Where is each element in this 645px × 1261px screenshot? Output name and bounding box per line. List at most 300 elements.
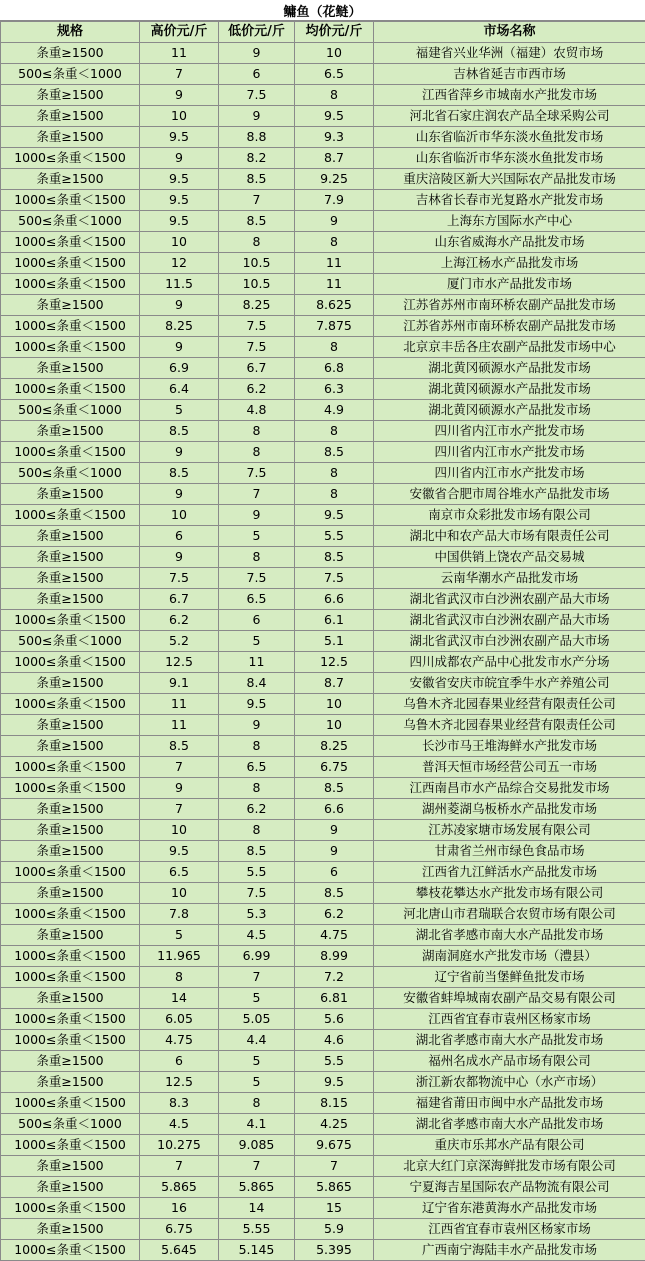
cell-high-price: 8.3: [140, 1093, 219, 1114]
cell-spec: 500≤条重＜1000: [1, 1114, 140, 1135]
cell-avg-price: 4.25: [295, 1114, 374, 1135]
cell-high-price: 6.9: [140, 358, 219, 379]
cell-market: 吉林省延吉市西市场: [374, 64, 645, 85]
cell-market: 长沙市马王堆海鲜水产批发市场: [374, 736, 645, 757]
cell-spec: 条重≥1500: [1, 43, 140, 64]
cell-spec: 条重≥1500: [1, 715, 140, 736]
cell-spec: 条重≥1500: [1, 568, 140, 589]
sheet-title: 鳙鱼（花鲢）: [0, 0, 645, 21]
cell-high-price: 6.4: [140, 379, 219, 400]
cell-market: 湖北省孝感市南大水产品批发市场: [374, 1114, 645, 1135]
table-row: [1, 127, 645, 148]
cell-high-price: 9.1: [140, 673, 219, 694]
cell-avg-price: 5.9: [295, 1219, 374, 1240]
cell-avg-price: 8.15: [295, 1093, 374, 1114]
cell-low-price: 4.4: [219, 1030, 295, 1051]
cell-spec: 条重≥1500: [1, 295, 140, 316]
cell-low-price: 10.5: [219, 274, 295, 295]
table-row: [1, 358, 645, 379]
table-row: [1, 715, 645, 736]
cell-spec: 条重≥1500: [1, 547, 140, 568]
cell-low-price: 7.5: [219, 337, 295, 358]
cell-spec: 500≤条重＜1000: [1, 631, 140, 652]
cell-market: 湖州菱湖乌板桥水产品批发市场: [374, 799, 645, 820]
cell-low-price: 6: [219, 610, 295, 631]
table-row: [1, 883, 645, 904]
cell-high-price: 11: [140, 43, 219, 64]
cell-high-price: 9: [140, 295, 219, 316]
cell-high-price: 10.275: [140, 1135, 219, 1156]
cell-high-price: 10: [140, 106, 219, 127]
cell-low-price: 10.5: [219, 253, 295, 274]
cell-low-price: 8: [219, 778, 295, 799]
cell-high-price: 8.25: [140, 316, 219, 337]
table-row: [1, 316, 645, 337]
table-row: [1, 148, 645, 169]
cell-avg-price: 10: [295, 694, 374, 715]
table-row: [1, 379, 645, 400]
cell-spec: 条重≥1500: [1, 106, 140, 127]
table-row: [1, 631, 645, 652]
cell-market: 上海东方国际水产中心: [374, 211, 645, 232]
cell-market: 湖南洞庭水产批发市场（澧县）: [374, 946, 645, 967]
table-row: [1, 337, 645, 358]
cell-market: 上海江杨水产品批发市场: [374, 253, 645, 274]
cell-market: 吉林省长春市光复路水产批发市场: [374, 190, 645, 211]
cell-market: 安徽省蚌埠城南农副产品交易有限公司: [374, 988, 645, 1009]
cell-spec: 500≤条重＜1000: [1, 463, 140, 484]
table-row: [1, 442, 645, 463]
col-header-market: 市场名称: [374, 22, 645, 43]
cell-avg-price: 8: [295, 232, 374, 253]
table-row: [1, 526, 645, 547]
cell-high-price: 10: [140, 883, 219, 904]
cell-low-price: 7.5: [219, 85, 295, 106]
cell-low-price: 8.4: [219, 673, 295, 694]
cell-spec: 1000≤条重＜1500: [1, 1198, 140, 1219]
cell-high-price: 6: [140, 1051, 219, 1072]
cell-high-price: 6.5: [140, 862, 219, 883]
cell-market: 普洱天恒市场经营公司五一市场: [374, 757, 645, 778]
table-row: [1, 64, 645, 85]
cell-market: 安徽省安庆市皖宜季牛水产养殖公司: [374, 673, 645, 694]
cell-high-price: 7: [140, 1156, 219, 1177]
cell-spec: 500≤条重＜1000: [1, 400, 140, 421]
cell-low-price: 6.5: [219, 589, 295, 610]
cell-avg-price: 6.6: [295, 589, 374, 610]
cell-spec: 1000≤条重＜1500: [1, 1240, 140, 1261]
cell-avg-price: 9.675: [295, 1135, 374, 1156]
table-row: [1, 1114, 645, 1135]
cell-spec: 条重≥1500: [1, 1051, 140, 1072]
cell-market: 南京市众彩批发市场有限公司: [374, 505, 645, 526]
cell-low-price: 5: [219, 988, 295, 1009]
cell-high-price: 6: [140, 526, 219, 547]
cell-market: 山东省临沂市华东淡水鱼批发市场: [374, 127, 645, 148]
table-row: [1, 820, 645, 841]
table-row: [1, 988, 645, 1009]
cell-low-price: 6.99: [219, 946, 295, 967]
cell-high-price: 9.5: [140, 211, 219, 232]
cell-market: 甘肃省兰州市绿色食品市场: [374, 841, 645, 862]
cell-spec: 1000≤条重＜1500: [1, 442, 140, 463]
cell-market: 乌鲁木齐北园春果业经营有限责任公司: [374, 715, 645, 736]
cell-high-price: 8.5: [140, 421, 219, 442]
cell-spec: 1000≤条重＜1500: [1, 253, 140, 274]
table-row: [1, 1093, 645, 1114]
cell-spec: 1000≤条重＜1500: [1, 1135, 140, 1156]
table-row: [1, 1009, 645, 1030]
cell-spec: 条重≥1500: [1, 1156, 140, 1177]
table-row: [1, 421, 645, 442]
cell-market: 湖北黄冈硕源水产品批发市场: [374, 379, 645, 400]
cell-spec: 条重≥1500: [1, 820, 140, 841]
cell-market: 河北唐山市君瑞联合农贸市场有限公司: [374, 904, 645, 925]
cell-spec: 1000≤条重＜1500: [1, 379, 140, 400]
table-row: [1, 841, 645, 862]
table-row: [1, 862, 645, 883]
cell-spec: 条重≥1500: [1, 883, 140, 904]
cell-avg-price: 6.3: [295, 379, 374, 400]
cell-avg-price: 6.6: [295, 799, 374, 820]
cell-low-price: 5.55: [219, 1219, 295, 1240]
cell-high-price: 8.5: [140, 736, 219, 757]
cell-market: 江西省宜春市袁州区杨家市场: [374, 1009, 645, 1030]
cell-spec: 条重≥1500: [1, 841, 140, 862]
cell-low-price: 4.1: [219, 1114, 295, 1135]
cell-avg-price: 10: [295, 715, 374, 736]
cell-low-price: 8: [219, 442, 295, 463]
cell-high-price: 9.5: [140, 841, 219, 862]
cell-avg-price: 9.5: [295, 106, 374, 127]
cell-market: 湖北省武汉市白沙洲农副产品大市场: [374, 631, 645, 652]
cell-low-price: 8.5: [219, 841, 295, 862]
cell-low-price: 7: [219, 190, 295, 211]
cell-avg-price: 5.1: [295, 631, 374, 652]
cell-high-price: 7: [140, 64, 219, 85]
table-row: [1, 1219, 645, 1240]
cell-low-price: 7: [219, 967, 295, 988]
cell-low-price: 8.25: [219, 295, 295, 316]
cell-high-price: 6.2: [140, 610, 219, 631]
table-row: [1, 946, 645, 967]
cell-high-price: 5.865: [140, 1177, 219, 1198]
cell-market: 厦门市水产品批发市场: [374, 274, 645, 295]
cell-spec: 1000≤条重＜1500: [1, 1093, 140, 1114]
cell-spec: 1000≤条重＜1500: [1, 862, 140, 883]
cell-spec: 1000≤条重＜1500: [1, 946, 140, 967]
cell-spec: 条重≥1500: [1, 925, 140, 946]
cell-market: 广西南宁海陆丰水产品批发市场: [374, 1240, 645, 1261]
cell-avg-price: 9: [295, 211, 374, 232]
cell-spec: 条重≥1500: [1, 169, 140, 190]
table-row: [1, 1156, 645, 1177]
cell-low-price: 8: [219, 1093, 295, 1114]
table-row: [1, 547, 645, 568]
cell-market: 北京大红门京深海鲜批发市场有限公司: [374, 1156, 645, 1177]
cell-spec: 条重≥1500: [1, 484, 140, 505]
cell-low-price: 4.8: [219, 400, 295, 421]
cell-avg-price: 8.99: [295, 946, 374, 967]
cell-high-price: 7.8: [140, 904, 219, 925]
cell-spec: 1000≤条重＜1500: [1, 778, 140, 799]
cell-low-price: 5.145: [219, 1240, 295, 1261]
table-row: [1, 1240, 645, 1261]
cell-market: 攀枝花攀达水产批发市场有限公司: [374, 883, 645, 904]
cell-high-price: 5: [140, 925, 219, 946]
cell-low-price: 5: [219, 631, 295, 652]
cell-spec: 条重≥1500: [1, 736, 140, 757]
cell-low-price: 11: [219, 652, 295, 673]
cell-avg-price: 10: [295, 43, 374, 64]
cell-avg-price: 12.5: [295, 652, 374, 673]
cell-market: 江苏凌家塘市场发展有限公司: [374, 820, 645, 841]
cell-avg-price: 9.5: [295, 505, 374, 526]
cell-market: 辽宁省东港黄海水产品批发市场: [374, 1198, 645, 1219]
cell-avg-price: 8: [295, 337, 374, 358]
table-row: [1, 694, 645, 715]
cell-market: 四川成都农产品中心批发市水产分场: [374, 652, 645, 673]
cell-avg-price: 6: [295, 862, 374, 883]
table-row: [1, 673, 645, 694]
cell-spec: 1000≤条重＜1500: [1, 337, 140, 358]
cell-high-price: 7: [140, 799, 219, 820]
cell-low-price: 7: [219, 1156, 295, 1177]
table-row: [1, 568, 645, 589]
cell-low-price: 8.2: [219, 148, 295, 169]
table-row: [1, 652, 645, 673]
cell-spec: 1000≤条重＜1500: [1, 148, 140, 169]
cell-avg-price: 9.5: [295, 1072, 374, 1093]
cell-market: 江西省九江鲜活水产品批发市场: [374, 862, 645, 883]
cell-spec: 条重≥1500: [1, 421, 140, 442]
cell-high-price: 10: [140, 232, 219, 253]
cell-high-price: 16: [140, 1198, 219, 1219]
cell-low-price: 7.5: [219, 463, 295, 484]
cell-low-price: 5.5: [219, 862, 295, 883]
table-row: [1, 232, 645, 253]
table-row: [1, 778, 645, 799]
cell-low-price: 6: [219, 64, 295, 85]
cell-low-price: 5.05: [219, 1009, 295, 1030]
cell-avg-price: 8.7: [295, 148, 374, 169]
cell-market: 江西省萍乡市城南水产批发市场: [374, 85, 645, 106]
cell-market: 浙江新农都物流中心（水产市场）: [374, 1072, 645, 1093]
cell-market: 湖北省武汉市白沙洲农副产品大市场: [374, 589, 645, 610]
header-row: [1, 22, 645, 43]
cell-high-price: 4.75: [140, 1030, 219, 1051]
table-row: [1, 505, 645, 526]
cell-high-price: 14: [140, 988, 219, 1009]
cell-high-price: 9: [140, 778, 219, 799]
cell-market: 北京京丰岳各庄农副产品批发市场中心: [374, 337, 645, 358]
cell-avg-price: 8.5: [295, 442, 374, 463]
table-row: [1, 610, 645, 631]
cell-spec: 条重≥1500: [1, 988, 140, 1009]
cell-low-price: 8: [219, 736, 295, 757]
table-row: [1, 904, 645, 925]
cell-high-price: 6.75: [140, 1219, 219, 1240]
cell-high-price: 11.965: [140, 946, 219, 967]
cell-high-price: 11: [140, 694, 219, 715]
cell-low-price: 8: [219, 820, 295, 841]
cell-spec: 条重≥1500: [1, 526, 140, 547]
cell-avg-price: 8: [295, 85, 374, 106]
cell-avg-price: 8.625: [295, 295, 374, 316]
cell-high-price: 9: [140, 484, 219, 505]
table-row: [1, 967, 645, 988]
cell-market: 重庆涪陵区新大兴国际农产品批发市场: [374, 169, 645, 190]
cell-high-price: 12.5: [140, 1072, 219, 1093]
cell-avg-price: 8.7: [295, 673, 374, 694]
cell-low-price: 9: [219, 106, 295, 127]
table-row: [1, 43, 645, 64]
cell-low-price: 6.5: [219, 757, 295, 778]
cell-spec: 1000≤条重＜1500: [1, 1009, 140, 1030]
col-header-avg-price: 均价元/斤: [295, 22, 374, 43]
cell-avg-price: 6.2: [295, 904, 374, 925]
cell-avg-price: 6.8: [295, 358, 374, 379]
cell-spec: 1000≤条重＜1500: [1, 652, 140, 673]
cell-low-price: 6.2: [219, 379, 295, 400]
table-row: [1, 736, 645, 757]
cell-low-price: 6.7: [219, 358, 295, 379]
cell-low-price: 8: [219, 232, 295, 253]
cell-low-price: 8.5: [219, 211, 295, 232]
cell-avg-price: 6.1: [295, 610, 374, 631]
cell-spec: 1000≤条重＜1500: [1, 694, 140, 715]
table-row: [1, 253, 645, 274]
cell-low-price: 5: [219, 526, 295, 547]
table-row: [1, 190, 645, 211]
cell-spec: 1000≤条重＜1500: [1, 190, 140, 211]
cell-low-price: 4.5: [219, 925, 295, 946]
cell-low-price: 8.8: [219, 127, 295, 148]
table-row: [1, 925, 645, 946]
cell-high-price: 6.05: [140, 1009, 219, 1030]
cell-avg-price: 6.75: [295, 757, 374, 778]
cell-low-price: 5: [219, 1072, 295, 1093]
cell-spec: 1000≤条重＜1500: [1, 967, 140, 988]
cell-low-price: 8: [219, 547, 295, 568]
cell-avg-price: 5.865: [295, 1177, 374, 1198]
cell-spec: 条重≥1500: [1, 127, 140, 148]
cell-high-price: 7: [140, 757, 219, 778]
cell-market: 乌鲁木齐北园春果业经营有限责任公司: [374, 694, 645, 715]
table-row: [1, 484, 645, 505]
cell-low-price: 5.865: [219, 1177, 295, 1198]
cell-high-price: 9: [140, 337, 219, 358]
cell-spec: 1000≤条重＜1500: [1, 904, 140, 925]
cell-market: 福州名成水产品市场有限公司: [374, 1051, 645, 1072]
cell-spec: 条重≥1500: [1, 1072, 140, 1093]
cell-market: 福建省莆田市闽中水产品批发市场: [374, 1093, 645, 1114]
cell-avg-price: 8.25: [295, 736, 374, 757]
cell-low-price: 7: [219, 484, 295, 505]
cell-market: 重庆市乐邦水产品有限公司: [374, 1135, 645, 1156]
cell-avg-price: 11: [295, 274, 374, 295]
cell-avg-price: 8.5: [295, 547, 374, 568]
cell-avg-price: 11: [295, 253, 374, 274]
cell-avg-price: 6.5: [295, 64, 374, 85]
table-row: [1, 400, 645, 421]
cell-low-price: 6.2: [219, 799, 295, 820]
cell-high-price: 8.5: [140, 463, 219, 484]
cell-low-price: 9.5: [219, 694, 295, 715]
cell-spec: 500≤条重＜1000: [1, 211, 140, 232]
cell-high-price: 9: [140, 148, 219, 169]
col-header-low-price: 低价元/斤: [219, 22, 295, 43]
cell-high-price: 11.5: [140, 274, 219, 295]
cell-market: 江西省宜春市袁州区杨家市场: [374, 1219, 645, 1240]
cell-spec: 条重≥1500: [1, 1219, 140, 1240]
cell-high-price: 9.5: [140, 127, 219, 148]
table-row: [1, 1135, 645, 1156]
cell-avg-price: 7.875: [295, 316, 374, 337]
cell-low-price: 7.5: [219, 883, 295, 904]
table-row: [1, 295, 645, 316]
cell-high-price: 9: [140, 85, 219, 106]
cell-market: 湖北省孝感市南大水产品批发市场: [374, 1030, 645, 1051]
cell-spec: 1000≤条重＜1500: [1, 274, 140, 295]
cell-avg-price: 4.75: [295, 925, 374, 946]
cell-spec: 1000≤条重＜1500: [1, 505, 140, 526]
table-row: [1, 1198, 645, 1219]
cell-market: 江苏省苏州市南环桥农副产品批发市场: [374, 316, 645, 337]
cell-high-price: 7.5: [140, 568, 219, 589]
table-row: [1, 1072, 645, 1093]
cell-market: 湖北省孝感市南大水产品批发市场: [374, 925, 645, 946]
cell-avg-price: 8: [295, 421, 374, 442]
cell-avg-price: 15: [295, 1198, 374, 1219]
cell-market: 四川省内江市水产批发市场: [374, 421, 645, 442]
cell-high-price: 11: [140, 715, 219, 736]
col-header-spec: 规格: [1, 22, 140, 43]
cell-high-price: 9: [140, 547, 219, 568]
cell-avg-price: 5.5: [295, 526, 374, 547]
cell-low-price: 14: [219, 1198, 295, 1219]
cell-avg-price: 8: [295, 484, 374, 505]
cell-avg-price: 9: [295, 820, 374, 841]
cell-market: 湖北中和农产品大市场有限责任公司: [374, 526, 645, 547]
cell-market: 辽宁省前当堡鲜鱼批发市场: [374, 967, 645, 988]
cell-spec: 条重≥1500: [1, 589, 140, 610]
table-row: [1, 106, 645, 127]
cell-avg-price: 6.81: [295, 988, 374, 1009]
cell-avg-price: 8.5: [295, 778, 374, 799]
cell-avg-price: 7.9: [295, 190, 374, 211]
table-row: [1, 799, 645, 820]
cell-low-price: 9: [219, 43, 295, 64]
table-row: [1, 85, 645, 106]
table-row: [1, 274, 645, 295]
cell-market: 宁夏海吉星国际农产品物流有限公司: [374, 1177, 645, 1198]
table-row: [1, 1030, 645, 1051]
cell-spec: 1000≤条重＜1500: [1, 1030, 140, 1051]
cell-market: 中国供销上饶农产品交易城: [374, 547, 645, 568]
cell-spec: 1000≤条重＜1500: [1, 610, 140, 631]
table-row: [1, 1177, 645, 1198]
cell-spec: 500≤条重＜1000: [1, 64, 140, 85]
cell-avg-price: 5.5: [295, 1051, 374, 1072]
cell-spec: 条重≥1500: [1, 799, 140, 820]
cell-low-price: 9.085: [219, 1135, 295, 1156]
table-row: [1, 211, 645, 232]
cell-high-price: 9.5: [140, 169, 219, 190]
cell-market: 湖北黄冈硕源水产品批发市场: [374, 358, 645, 379]
cell-market: 安徽省合肥市周谷堆水产品批发市场: [374, 484, 645, 505]
cell-avg-price: 5.395: [295, 1240, 374, 1261]
